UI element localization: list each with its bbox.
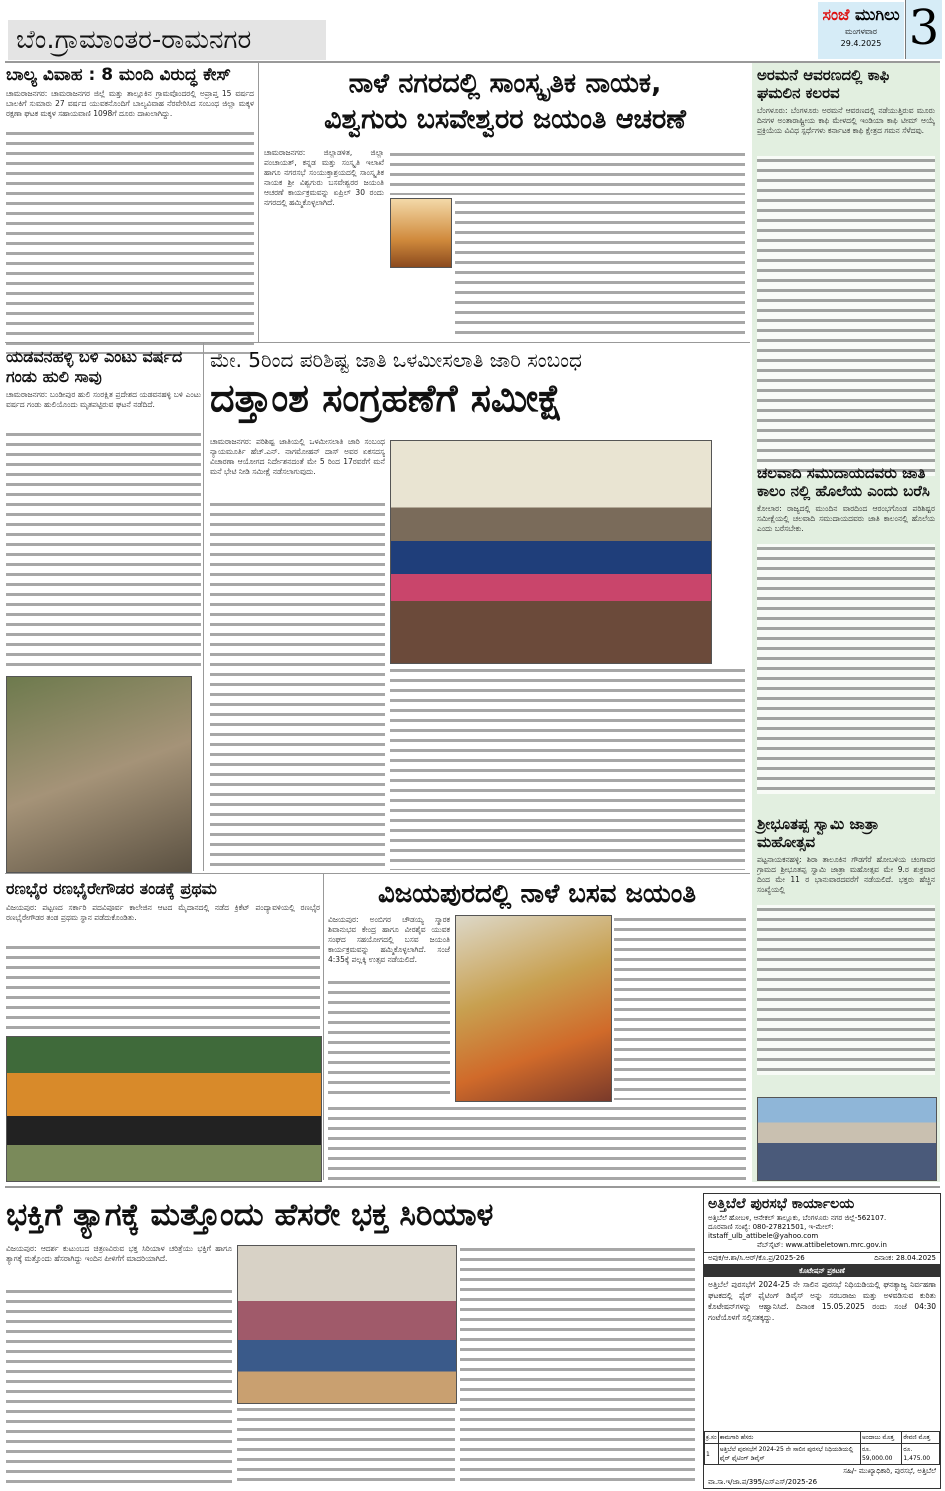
body-text	[6, 129, 254, 354]
body-text	[757, 156, 935, 476]
basaveshwara-portrait	[390, 198, 452, 268]
article-siriyala	[6, 1192, 696, 1238]
lead: ಪಟ್ಟನಾಯಕನಹಳ್ಳಿ: ಶಿರಾ ತಾಲೂಕಿನ ಗೌಡಗೆರೆ ಹೋಬಳಿಯ ಚಂಗಾವರ ಗ್ರಾಮದ ಶ್ರೀಭೂತಪ್ಪ ಸ್ವಾಮಿ ಜಾತ್ರಾ ಮಹೋತ್ಸವ ಮೇ 9.ರ ಶುಕ್ರವಾರ ದಿಂದ ಮೇ 11 ರ ಭಾನುವಾರದವರೆಗೆ ನಡೆಯಲಿದೆ. ಭಕ್ತರು ಹೆಚ್ಚಿನ ಸಂಖ್ಯೆಯಲ್ಲಿ	[757, 855, 935, 894]
body-text	[390, 150, 745, 195]
lead: ಬೆಂಗಳೂರು: ಬೆಂಗಳೂರು ಅರಮನೆ ಆವರಣದಲ್ಲಿ ನಡೆಯುತ್ತಿರುವ ಮೂರು ದಿನಗಳ ಅಂತಾರಾಷ್ಟ್ರೀಯ ಕಾಫಿ ಮೇಳದಲ್ಲಿ ಇಂಡಿಯಾ ಕಾಫಿ ಟೀಮ್ ಆಯ್ಕೆ ಪ್ರಕ್ರಿಯೆಯ ವಿವಿಧ ಸ್ಪರ್ಧೆಗಳು ಕರ್ನಾಟಕ ಕಾಫಿ ಕ್ಷೇತ್ರದ ಗಮನ ಸೆಳೆದವು.	[757, 106, 935, 135]
article-basava-jayanti	[264, 66, 746, 138]
body-text	[390, 666, 745, 870]
kicker: ಮೇ. 5ರಿಂದ ಪರಿಶಿಷ್ಟ ಜಾತಿ ಒಳಮೀಸಲಾತಿ ಜಾರಿ ಸಂಬಂಧ	[210, 348, 582, 372]
body-text	[328, 1104, 746, 1180]
headline: ಭಕ್ತಿಗೆ ತ್ಯಾಗಕ್ಕೆ ಮತ್ತೊಂದು ಹೆಸರೇ ಭಕ್ತ ಸಿರಿಯಾಳ	[6, 1197, 494, 1233]
article-caste-survey	[210, 346, 746, 422]
th: ಕಾಮಗಾರಿ ಹೆಸರು	[718, 1432, 860, 1444]
logo-part1: ಸಂಜೆ	[822, 5, 850, 24]
team-photo	[6, 1036, 322, 1182]
divider	[5, 342, 750, 343]
ad-ref: ಅಪುಕ/ಆ.ಶಾ/ಸಿ.ಆರ್/ಕೊ.ಪ್ರ/2025-26	[708, 1254, 805, 1262]
ad-body: ಅತ್ತಿಬೆಲೆ ಪುರಸಭೆಗೆ 2024-25 ನೇ ಸಾಲಿನ ಪುರಸಭೆ ನಿಧಿಯಡಿಯಲ್ಲಿ ಘನತ್ಯಾಜ್ಯ ನಿರ್ವಹಣಾ ಘಟಕದಲ್ಲಿ ಫೈರ್ ಫೈಟಿಂಗ್ ಡಿವೈಸ್ ಅನ್ನು ಸರಬರಾಜು ಮತ್ತು ಅಳವಡಿಸುವ ಕುರಿತು ಕೊಟೇಷನ್‌ಗಳನ್ನು ಆಹ್ವಾನಿಸಿದೆ. ದಿನಾಂಕ 15.05.2025 ರಂದು ಸಂಜೆ 04:30 ಗಂಟೆಯೊಳಗೆ ಸಲ್ಲಿಸತಕ್ಕದ್ದು.	[708, 1280, 936, 1322]
ad-table	[704, 1431, 940, 1465]
siriyala-event-photo	[237, 1245, 457, 1404]
ad-date: ದಿನಾಂಕ: 28.04.2025	[874, 1254, 936, 1262]
article-sports	[6, 878, 320, 1033]
divider	[323, 874, 324, 1180]
ad-phone: ದೂರವಾಣಿ ಸಂಖ್ಯೆ: 080-27821501, ಇ-ಮೇಲ್: itstaff_ulb_attibele@yahoo.com	[708, 1223, 834, 1240]
tender-advertisement	[703, 1193, 941, 1489]
section-title: ಬೆಂ.ಗ್ರಾಮಾಂತರ-ರಾಮನಗರ	[8, 20, 326, 60]
masthead-logo	[818, 2, 904, 59]
headline: ಶ್ರೀಭೂತಪ್ಪ ಸ್ವಾಮಿ ಜಾತ್ರಾ ಮಹೋತ್ಸವ	[757, 815, 879, 851]
jatre-photo	[757, 1097, 937, 1181]
body-text	[757, 905, 935, 1075]
article-child-marriage	[6, 65, 254, 354]
headline: ಚಲವಾದಿ ಸಮುದಾಯದವರು ಜಾತಿ ಕಾಲಂ ನಲ್ಲಿ ಹೊಲೆಯ ಎಂದು ಬರೆಸಿ	[757, 464, 930, 500]
lead: ಚಾಮರಾಜನಗರ: ಜಿಲ್ಲಾಡಳಿತ, ಜಿಲ್ಲಾ ಪಂಚಾಯತ್, ಕನ್ನಡ ಮತ್ತು ಸಂಸ್ಕೃತಿ ಇಲಾಖೆ ಹಾಗೂ ನಗರಸಭೆ ಸಂಯುಕ್ತಾಶ್ರಯದಲ್ಲಿ ಸಾಂಸ್ಕೃತಿಕ ನಾಯಕ ಶ್ರೀ ವಿಶ್ವಗುರು ಬಸವೇಶ್ವರರ ಜಯಂತಿ ಆಚರಣೆ ಕಾರ್ಯಕ್ರಮವನ್ನು ಏಪ್ರಿಲ್ 30 ರಂದು ನಗರದಲ್ಲಿ ಹಮ್ಮಿಕೊಳ್ಳಲಾಗಿದೆ.	[264, 148, 384, 207]
td: 1	[705, 1444, 719, 1465]
lead: ಚಾಮರಾಜನಗರ: ಬಂಡೀಪುರ ಹುಲಿ ಸಂರಕ್ಷಿತ ಪ್ರದೇಶದ ಯಡವನಹಳ್ಳಿ ಬಳಿ ಎಂಟು ವರ್ಷದ ಗಂಡು ಹುಲಿಯೊಂದು ಮೃತಪಟ್ಟಿರುವ ಘಟನೆ ನಡೆದಿದೆ.	[6, 390, 201, 409]
lead: ವಿಜಯಪುರ: ಆದರ್ಶ ಕುಟುಂಬದ ಚಿತ್ರಣವಿರುವ ಭಕ್ತ ಸಿರಿಯಾಳ ಚರಿತ್ರೆಯು ಭಕ್ತಿಗೆ ಹಾಗೂ ತ್ಯಾಗಕ್ಕೆ ಮತ್ತೊಂದು ಹೆಸರಾಗಿದ್ದು ಇಂದಿನ ಪೀಳಿಗೆಗೆ ಮಾದರಿಯಾಗಿದೆ.	[6, 1244, 232, 1263]
headline: ಬಾಲ್ಯ ವಿವಾಹ : 8 ಮಂದಿ ವಿರುದ್ಧ ಕೇಸ್	[6, 65, 231, 85]
headline: ಯಡವನಹಳ್ಳಿ ಬಳಿ ಎಂಟು ವರ್ಷದ ಗಂಡು ಹುಲಿ ಸಾವು	[6, 347, 183, 386]
td: ರೂ. 1,475.00	[902, 1444, 940, 1465]
body-text	[614, 915, 746, 1100]
ad-title: ಅತ್ತಿಬೆಲೆ ಪುರಸಭೆ ಕಾರ್ಯಾಲಯ	[708, 1196, 855, 1212]
article-coffee	[757, 66, 935, 476]
td: ಅತ್ತಿಬೆಲೆ ಪುರಸಭೆಗೆ 2024-25 ನೇ ಸಾಲಿನ ಪುರಸಭೆ ನಿಧಿಯಡಿಯಲ್ಲಿ ಫೈರ್ ಫೈಟಿಂಗ್ ಡಿವೈಸ್	[718, 1444, 860, 1465]
body-text	[460, 1245, 695, 1487]
lead: ಚಾಮರಾಜನಗರ: ಪರಿಶಿಷ್ಟ ಜಾತಿಯಲ್ಲಿ ಒಳಮೀಸಲಾತಿ ಜಾರಿ ಸಂಬಂಧ ನ್ಯಾಯಮೂರ್ತಿ ಹೆಚ್.ಎನ್. ನಾಗಮೋಹನ್ ದಾಸ್ ಅವರ ಏಕಸದಸ್ಯ ವಿಚಾರಣಾ ಆಯೋಗದ ನಿರ್ದೇಶನದಂತೆ ಮೇ 5 ರಿಂದ 17ರವರೆಗೆ ಮನೆ ಮನೆ ಭೇಟಿ ನೀಡಿ ಸಮೀಕ್ಷೆ ನಡೆಸಲಾಗುವುದು.	[210, 437, 385, 476]
headline-line2: ವಿಶ್ವಗುರು ಬಸವೇಶ್ವರರ ಜಯಂತಿ ಆಚರಣೆ	[324, 104, 686, 135]
ad-signature: ಸಹಿ/- ಮುಖ್ಯಾಧಿಕಾರಿ, ಪುರಸಭೆ, ಅತ್ತಿಬೆಲೆ	[843, 1467, 936, 1475]
lead: ವಿಜಯಪುರ: ಅಂಬಿಗರ ಚೌಡಯ್ಯ ಸ್ಮಾರಕ ಶಿವಾನುಭವ ಕೇಂದ್ರ ಹಾಗೂ ವೀರಶೈವ ಯುವಕ ಸಂಘದ ಸಹಯೋಗದಲ್ಲಿ ಬಸವ ಜಯಂತಿ ಕಾರ್ಯಕ್ರಮವನ್ನು ಹಮ್ಮಿಕೊಳ್ಳಲಾಗಿದೆ. ಸಂಜೆ 4:35ಕ್ಕೆ ಪಲ್ಲಕ್ಕಿ ಉತ್ಸವ ನಡೆಯಲಿದೆ.	[328, 915, 450, 964]
ad-website: ವೆಬ್‌ಸೈಟ್: www.attibeletown.mrc.gov.in	[757, 1241, 887, 1249]
article-jatre	[757, 815, 935, 1075]
headline: ವಿಜಯಪುರದಲ್ಲಿ ನಾಳೆ ಬಸವ ಜಯಂತಿ	[377, 879, 697, 909]
article-tiger	[6, 347, 201, 670]
headline-line1: ನಾಳೆ ನಗರದಲ್ಲಿ ಸಾಂಸ್ಕೃತಿಕ ನಾಯಕ,	[348, 68, 662, 99]
body-text	[210, 500, 385, 870]
ad-footer: ವಾ.ಸಾ.ಇ/ಜಾ.ಪ/395/ಎಸ್‌ಎಸ್/2025-26	[708, 1478, 818, 1486]
divider	[5, 873, 750, 874]
body-text	[237, 1405, 455, 1487]
lead: ವಿಜಯಪುರ: ಪಟ್ಟಣದ ಸರ್ಕಾರಿ ಪದವಿಪೂರ್ವ ಕಾಲೇಜಿನ ಆಟದ ಮೈದಾನದಲ್ಲಿ ನಡೆದ ಕ್ರಿಕೆಟ್ ಪಂದ್ಯಾವಳಿಯಲ್ಲಿ ರಣಭೈರ ರಣಭೈರೇಗೌಡರ ತಂಡ ಪ್ರಥಮ ಸ್ಥಾನ ಪಡೆದುಕೊಂಡಿತು.	[6, 903, 320, 922]
ad-notice: ಕೊಟೇಷನ್ ಪ್ರಕಟಣೆ	[704, 1265, 940, 1277]
divider	[5, 1186, 940, 1188]
th: ಕ್ರ.ಸಂ	[705, 1432, 719, 1444]
date: 29.4.2025	[840, 39, 882, 48]
body-text	[757, 544, 935, 794]
divider	[203, 343, 204, 871]
body-text	[455, 198, 745, 338]
body-text	[6, 943, 320, 1033]
td: ರೂ. 59,000.00	[860, 1444, 901, 1465]
body-text	[6, 1287, 232, 1487]
body-text	[6, 430, 201, 670]
day: ಮಂಗಳವಾರ	[844, 27, 877, 36]
ad-address: ಅತ್ತಿಬೆಲೆ ಹೋಬಳಿ, ಆನೇಕಲ್ ತಾಲ್ಲೂಕು, ಬೆಂಗಳೂರು ನಗರ ಜಿಲ್ಲೆ-562107.	[708, 1214, 887, 1222]
tiger-photo	[6, 676, 192, 873]
lead: ಚಾಮರಾಜನಗರ: ಚಾಮರಾಜನಗರ ಜಿಲ್ಲೆ ಮತ್ತು ತಾಲ್ಲೂಕಿನ ಗ್ರಾಮವೊಂದರಲ್ಲಿ ಅಪ್ರಾಪ್ತ 15 ವರ್ಷದ ಬಾಲಕಿಗೆ ಸುಮಾರು 27 ವರ್ಷದ ಯುವಕನೊಂದಿಗೆ ಬಾಲ್ಯವಿವಾಹ ನೆರವೇರಿಸಿದ ಸಂಬಂಧ ಜಿಲ್ಲಾ ಮಕ್ಕಳ ರಕ್ಷಣಾ ಘಟಕ ಮಕ್ಕಳ ಸಹಾಯವಾಣಿ 1098ಗೆ ದೂರು ದಾಖಲಾಗಿದ್ದು.	[6, 89, 254, 118]
article-vijayapura	[328, 876, 746, 912]
th: ಠೇವಣಿ ಮೊತ್ತ	[902, 1432, 940, 1444]
headline: ದತ್ತಾಂಶ ಸಂಗ್ರಹಣೆಗೆ ಸಮೀಕ್ಷೆ	[210, 376, 563, 420]
th: ಅಂದಾಜು ಮೊತ್ತ	[860, 1432, 901, 1444]
survey-meeting-photo	[390, 440, 712, 664]
lead: ಕೋಲಾರ: ರಾಜ್ಯದಲ್ಲಿ ಮುಂದಿನ ವಾರದಿಂದ ಆರಂಭಗೊಂಡ ಪರಿಶಿಷ್ಟರ ಸಮೀಕ್ಷೆಯಲ್ಲಿ ಚಲವಾದಿ ಸಮುದಾಯದವರು ಜಾತಿ ಕಾಲಂನಲ್ಲಿ ಹೊಲೆಯ ಎಂದು ಬರೆಸಬೇಕು.	[757, 504, 935, 533]
basava-statue-photo	[455, 915, 612, 1102]
headline: ಅರಮನೆ ಆವರಣದಲ್ಲಿ ಕಾಫಿ ಘಮಲಿನ ಕಲರವ	[757, 66, 890, 102]
page-number: 3	[905, 0, 942, 59]
logo-part2: ಮುಗಿಲು	[855, 5, 900, 24]
body-text	[328, 978, 450, 1098]
article-chalavadi	[757, 464, 935, 794]
headline: ರಣಭೈರ ರಣಭೈರೇಗೌಡರ ತಂಡಕ್ಕೆ ಪ್ರಥಮ	[6, 879, 217, 898]
divider	[258, 63, 259, 342]
